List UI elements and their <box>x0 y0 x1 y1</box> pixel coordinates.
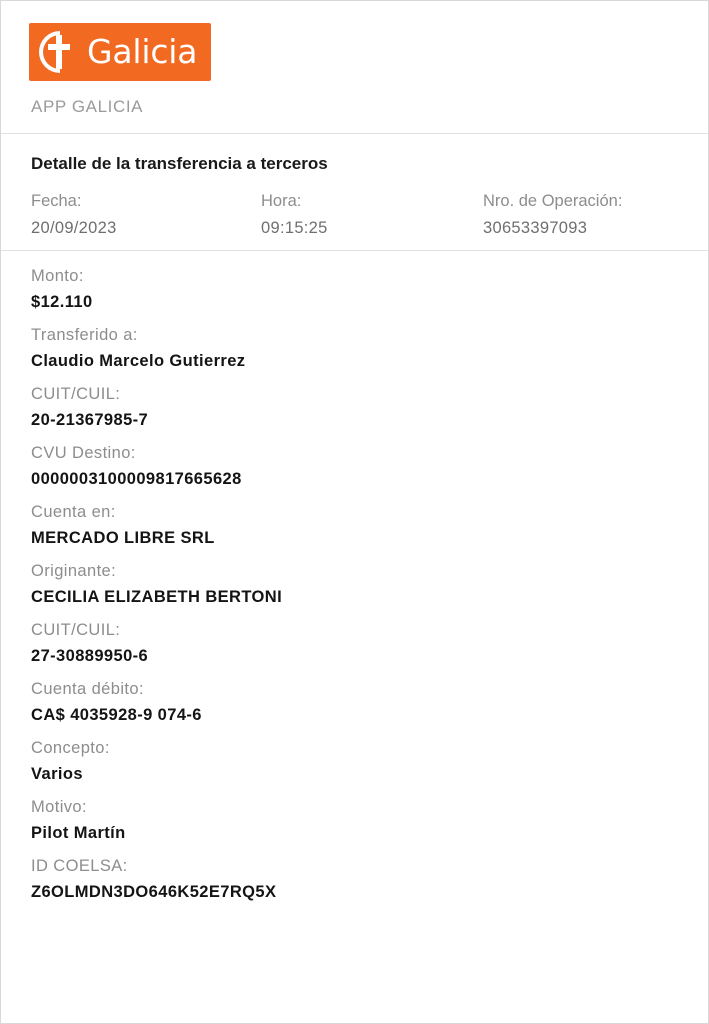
field-label: Concepto: <box>31 739 110 757</box>
detail-fields <box>1 251 708 1023</box>
field-value: Claudio Marcelo Gutierrez <box>31 352 246 370</box>
field-cuit-destino <box>31 385 680 430</box>
meta-time <box>261 192 483 238</box>
meta-date-value: 20/09/2023 <box>31 219 117 237</box>
field-monto <box>31 267 680 312</box>
page-title: Detalle de la transferencia a terceros <box>31 154 328 173</box>
meta-operation-label: Nro. de Operación: <box>483 192 623 210</box>
receipt-header <box>1 1 708 133</box>
field-transferido-a <box>31 326 680 371</box>
field-value: Varios <box>31 765 83 783</box>
field-value: MERCADO LIBRE SRL <box>31 529 215 547</box>
field-value: CECILIA ELIZABETH BERTONI <box>31 588 283 606</box>
field-originante <box>31 562 680 607</box>
field-motivo <box>31 798 680 843</box>
meta-operation-value: 30653397093 <box>483 219 588 237</box>
galicia-cross-icon <box>39 31 79 73</box>
field-value: 20-21367985-7 <box>31 411 149 429</box>
field-value: CA$ 4035928-9 074-6 <box>31 706 202 724</box>
field-label: CUIT/CUIL: <box>31 621 121 639</box>
meta-date <box>31 192 261 238</box>
field-concepto <box>31 739 680 784</box>
field-id-coelsa <box>31 857 680 902</box>
galicia-logo-text: Galicia <box>87 32 198 71</box>
field-cuenta-en <box>31 503 680 548</box>
field-label: CVU Destino: <box>31 444 136 462</box>
meta-time-value: 09:15:25 <box>261 219 328 237</box>
title-block <box>1 134 708 250</box>
galicia-logo <box>29 23 211 81</box>
field-label: CUIT/CUIL: <box>31 385 121 403</box>
field-label: Cuenta débito: <box>31 680 144 698</box>
field-value: $12.110 <box>31 293 93 311</box>
field-label: Cuenta en: <box>31 503 116 521</box>
meta-operation <box>483 192 680 238</box>
field-label: Transferido a: <box>31 326 138 344</box>
field-cuit-originante <box>31 621 680 666</box>
field-value: 0000003100009817665628 <box>31 470 242 488</box>
field-label: ID COELSA: <box>31 857 128 875</box>
field-value: Z6OLMDN3DO646K52E7RQ5X <box>31 883 277 901</box>
field-value: 27-30889950-6 <box>31 647 149 665</box>
meta-time-label: Hora: <box>261 192 302 210</box>
field-cuenta-debito <box>31 680 680 725</box>
field-value: Pilot Martín <box>31 824 126 842</box>
meta-date-label: Fecha: <box>31 192 82 210</box>
meta-row <box>29 192 680 250</box>
field-label: Monto: <box>31 267 84 285</box>
field-label: Motivo: <box>31 798 87 816</box>
field-cvu-destino <box>31 444 680 489</box>
app-name: APP GALICIA <box>31 97 144 116</box>
field-label: Originante: <box>31 562 117 580</box>
